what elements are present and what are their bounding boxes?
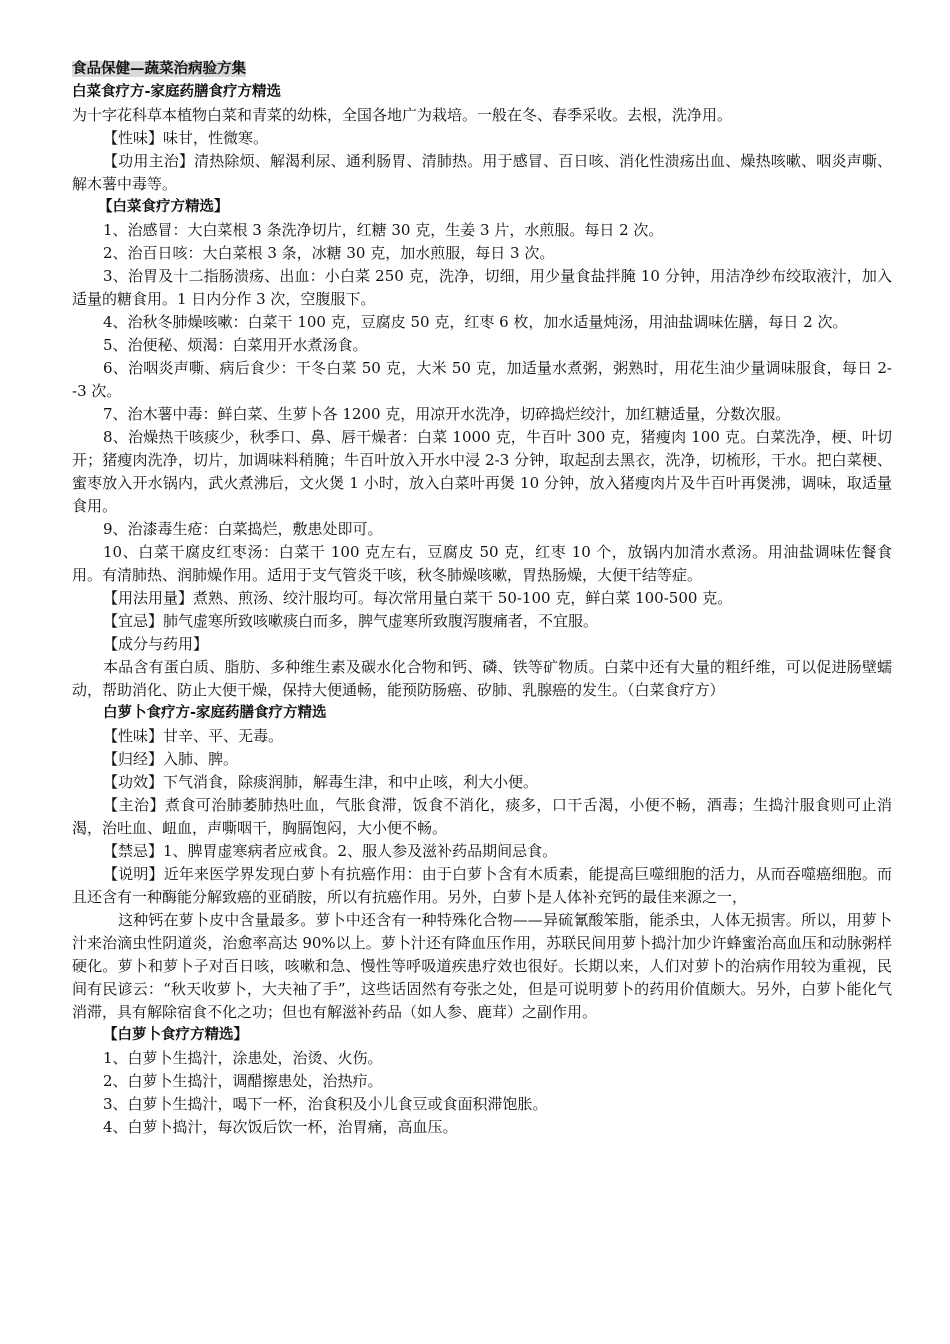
cabbage-recipe-1: 1、治感冒：大白菜根 3 条洗净切片，红糖 30 克，生姜 3 片，水煎服。每日 2 次。 (103, 221, 664, 239)
radish-shuoming: 【说明】近年来医学界发现白萝卜有抗癌作用：由于白萝卜含有木质素，能提高巨噬细胞的活力，从而吞噬癌细胞。而且还含有一种酶能分解致癌的亚硝胺，所以有抗癌作用。另外，白萝卜是人体补充钙的最佳来源之一， (72, 865, 892, 906)
cabbage-recipe-9: 9、治漆毒生疮：白菜捣烂，敷患处即可。 (103, 520, 383, 538)
radish-heading: 白萝卜食疗方-家庭药膳食疗方精选 (103, 705, 327, 721)
cabbage-yiji: 【宜忌】肺气虚寒所致咳嗽痰白而多，脾气虚寒所致腹泻腹痛者，不宜服。 (103, 612, 599, 630)
radish-xingwei: 【性味】甘辛、平、无毒。 (103, 727, 284, 745)
cabbage-gongyong: 【功用主治】清热除烦、解渴利尿、通利肠胃、清肺热。用于感冒、百日咳、消化性溃疡出血、燥热咳嗽、咽炎声嘶、解木薯中毒等。 (72, 152, 892, 193)
radish-recipe-2: 2、白萝卜生捣汁，调醋擦患处，治热疖。 (103, 1072, 383, 1090)
cabbage-xingwei: 【性味】味甘，性微寒。 (103, 129, 269, 147)
cabbage-recipe-6: 6、治咽炎声嘶、病后食少：干冬白菜 50 克，大米 50 克，加适量水煮粥，粥熟时，用花生油少量调味服食，每日 2--3 次。 (72, 359, 892, 400)
cabbage-recipe-5: 5、治便秘、烦渴：白菜用开水煮汤食。 (103, 336, 368, 354)
radish-zhuzhi: 【主治】煮食可治肺萎肺热吐血，气胀食滞，饭食不消化，痰多，口干舌渴，小便不畅，酒毒；生捣汁服食则可止消渴，治吐血、衄血，声嘶咽干，胸膈饱闷，大小便不畅。 (72, 796, 892, 837)
cabbage-chengfen-heading: 【成分与药用】 (103, 635, 209, 653)
cabbage-recipe-3: 3、治胃及十二指肠溃疡、出血：小白菜 250 克，洗净，切细，用少量食盐拌腌 10 分钟，用洁净纱布绞取液汁，加入适量的糖食用。1 日内分作 3 次，空腹服下。 (72, 267, 892, 308)
cabbage-heading: 白菜食疗方-家庭药膳食疗方精选 (72, 84, 282, 100)
radish-recipe-1: 1、白萝卜生捣汁，涂患处，治烫、火伤。 (103, 1049, 383, 1067)
radish-recipe-4: 4、白萝卜捣汁，每次饭后饮一杯，治胃痛，高血压。 (103, 1118, 458, 1136)
radish-calcium: 这种钙在萝卜皮中含量最多。萝卜中还含有一种特殊化合物——异硫氰酸笨脂，能杀虫，人体无损害。所以，用萝卜汁来治滴虫性阴道炎，治愈率高达 90%以上。萝卜汁还有降血压作用，苏联民间用萝卜捣汁加少许蜂蜜治高血压和动脉粥样硬化。萝卜和萝卜子对百日咳，咳嗽和急、慢性等呼吸道疾患疗效也很好。长期以来，人们对萝卜的治病作用较为重视，民间有民谚云：“秋天收萝卜，大夫袖了手”，这些话固然有夸张之处，但是可说明萝卜的药用价值颇大。另外，白萝卜能化气消滞，具有解除宿食不化之功；但也有解滋补药品（如人参、鹿茸）之副作用。 (72, 911, 892, 1021)
cabbage-recipes-heading: 【白菜食疗方精选】 (98, 199, 229, 215)
radish-guijing: 【归经】入肺、脾。 (103, 750, 239, 768)
cabbage-chengfen: 本品含有蛋白质、脂肪、多种维生素及碳水化合物和钙、磷、铁等矿物质。白菜中还有大量的粗纤维，可以促进肠壁蠕动，帮助消化、防止大便干燥，保持大便通畅，能预防肠癌、矽肺、乳腺癌的发生。（白菜食疗方） (72, 658, 892, 699)
radish-recipe-3: 3、白萝卜生捣汁，喝下一杯，治食积及小儿食豆或食面积滞饱胀。 (103, 1095, 548, 1113)
radish-jinji: 【禁忌】1、脾胃虚寒病者应戒食。2、服人参及滋补药品期间忌食。 (103, 842, 558, 860)
cabbage-yongfa: 【用法用量】煮熟、煎汤、绞汁服均可。每次常用量白菜干 50-100 克，鲜白菜 100-500 克。 (103, 589, 733, 607)
cabbage-recipe-4: 4、治秋冬肺燥咳嗽：白菜干 100 克，豆腐皮 50 克，红枣 6 枚，加水适量炖汤，用油盐调味佐膳，每日 2 次。 (103, 313, 848, 331)
title-highlight: 食品保健—蔬菜治病验方集 (72, 61, 246, 77)
cabbage-intro: 为十字花科草本植物白菜和青菜的幼株，全国各地广为栽培。一般在冬、春季采收。去根，洗净用。 (72, 106, 733, 124)
radish-recipes-heading: 【白萝卜食疗方精选】 (103, 1027, 248, 1043)
cabbage-recipe-8: 8、治燥热干咳痰少，秋季口、鼻、唇干燥者：白菜 1000 克，牛百叶 300 克，猪瘦肉 100 克。白菜洗净，梗、叶切开；猪瘦肉洗净，切片，加调味料稍腌；牛百叶放入开水中浸 2-3 分钟，取起刮去黑衣，洗净，切梳形，干水。把白菜梗、蜜枣放入开水锅内，武火煮沸后，文火煲 1 小时，放入白菜叶再煲 10 分钟，放入猪瘦肉片及牛百叶再煲沸，调味，取适量食用。 (72, 428, 892, 515)
document-page (72, 58, 892, 1139)
cabbage-recipe-7: 7、治木薯中毒：鲜白菜、生萝卜各 1200 克，用凉开水洗净，切碎捣烂绞汁，加红糖适量，分数次服。 (103, 405, 791, 423)
cabbage-recipe-10: 10、白菜干腐皮红枣汤：白菜干 100 克左右，豆腐皮 50 克，红枣 10 个，放锅内加清水煮汤。用油盐调味佐餐食用。有清肺热、润肺燥作用。适用于支气管炎干咳，秋冬肺燥咳嗽，胃热肠燥，大便干结等症。 (72, 543, 892, 584)
document-title (72, 58, 892, 81)
radish-gongxiao: 【功效】下气消食，除痰润肺，解毒生津，和中止咳，利大小便。 (103, 773, 539, 791)
cabbage-recipe-2: 2、治百日咳：大白菜根 3 条，冰糖 30 克，加水煎服，每日 3 次。 (103, 244, 555, 262)
